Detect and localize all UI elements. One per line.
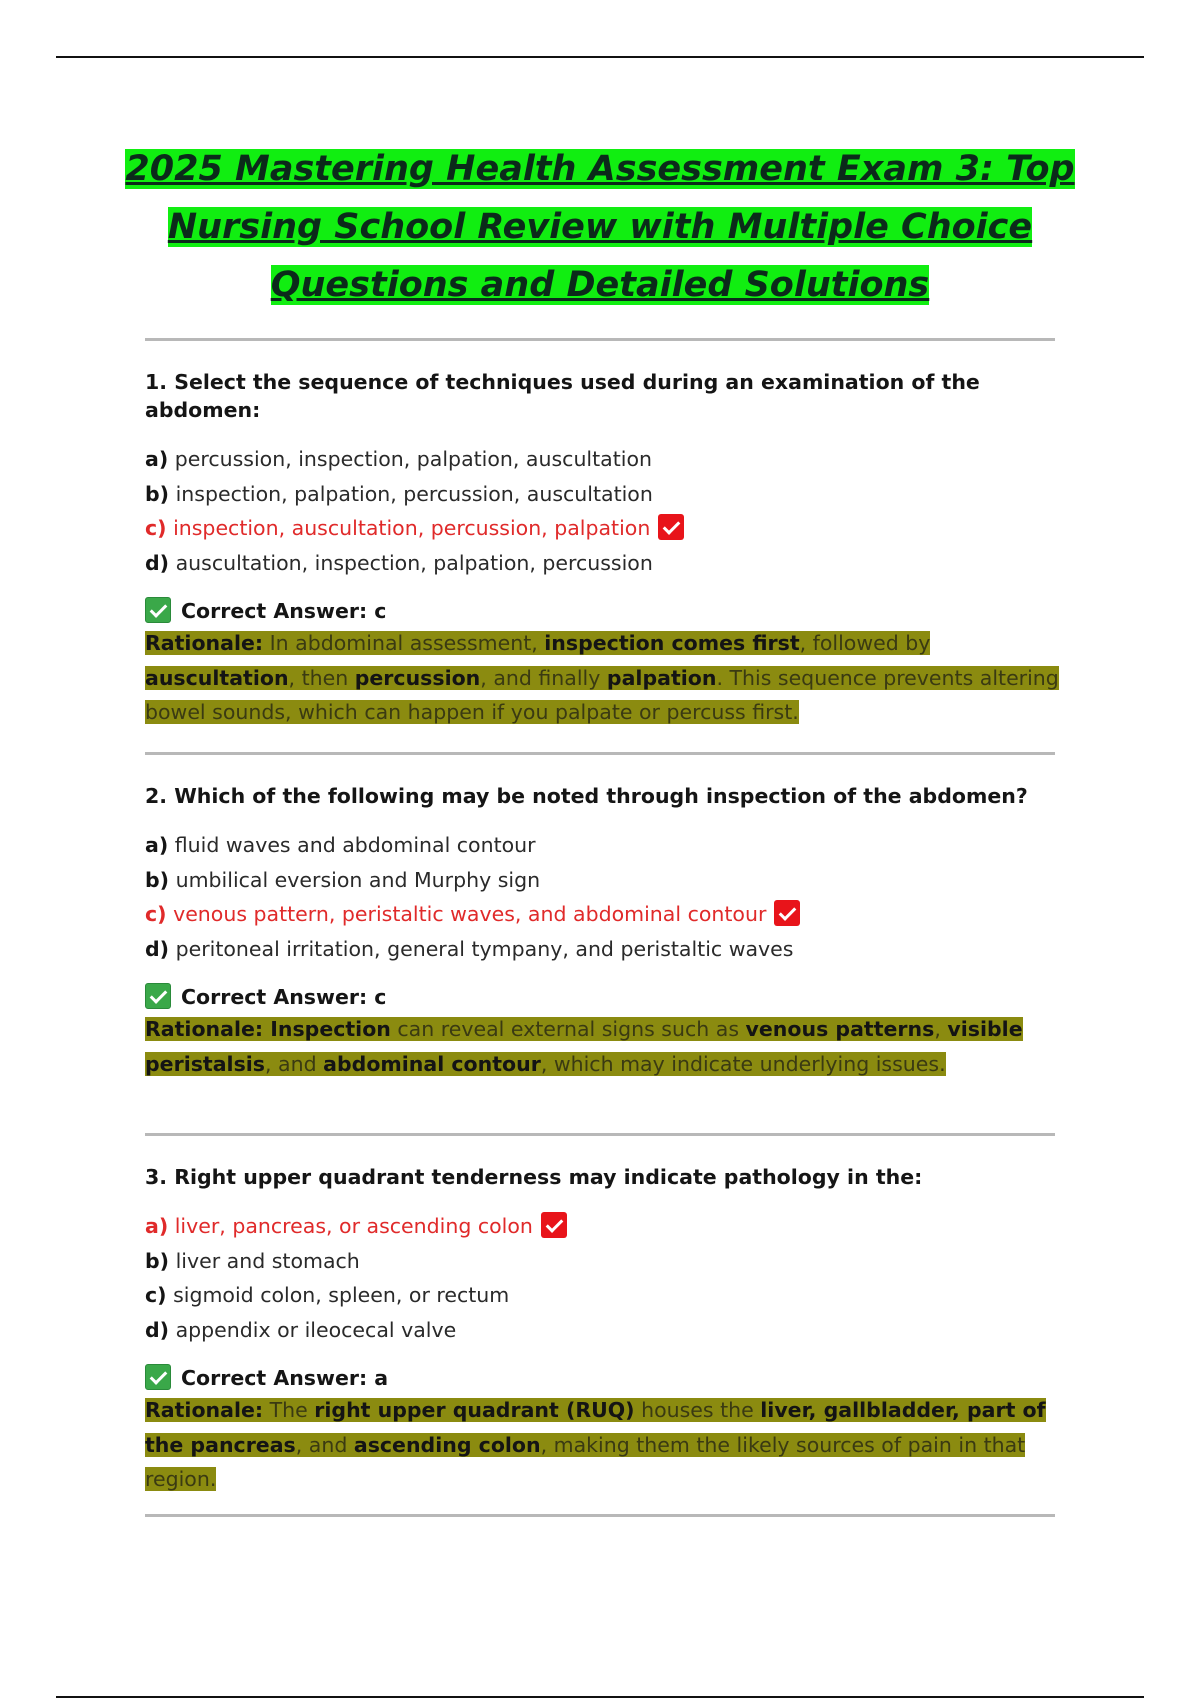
question-1-answer (145, 596, 1075, 626)
question-3-answer (145, 1363, 1075, 1393)
rationale-run: The (263, 1398, 315, 1422)
separator-3 (145, 1133, 1055, 1136)
question-2-answer (145, 982, 1075, 1012)
option-text: umbilical eversion and Murphy sign (175, 867, 541, 892)
question-1-option-d[interactable] (145, 546, 1075, 581)
title-line-3: Questions and Detailed Solutions (270, 265, 930, 305)
answer-text: Correct Answer: c (181, 985, 387, 1009)
green-check-icon (145, 1364, 171, 1390)
rationale-run: liver, gallbladder, part of the pancreas (145, 1398, 1046, 1457)
question-3-text: 3. Right upper quadrant tenderness may indicate pathology in the: (145, 1165, 923, 1189)
option-text: appendix or ileocecal valve (175, 1317, 457, 1342)
option-letter: a) (145, 833, 169, 857)
question-2-rationale (145, 1012, 1075, 1081)
option-letter: d) (145, 1317, 170, 1342)
rationale-run: , which may indicate underlying issues. (540, 1051, 946, 1076)
question-block-2 (145, 782, 1075, 1081)
option-text: fluid waves and abdominal contour (174, 833, 536, 857)
top-rule (56, 56, 1144, 58)
option-text: liver, pancreas, or ascending colon (174, 1214, 533, 1238)
question-block-1 (145, 368, 1075, 730)
question-1-option-a[interactable] (145, 442, 1075, 477)
rationale-run: , (934, 1017, 948, 1041)
rationale-run: houses the (634, 1398, 761, 1422)
option-letter: a) (145, 1214, 169, 1238)
rationale-run: , and finally (480, 665, 607, 690)
question-3-rationale (145, 1393, 1075, 1497)
question-3-option-b[interactable] (145, 1244, 1075, 1279)
question-1-option-b[interactable] (145, 477, 1075, 512)
question-3-option-d[interactable] (145, 1313, 1075, 1348)
bottom-rule (56, 1696, 1144, 1698)
separator-4 (145, 1514, 1055, 1517)
rationale-run: ascending colon (353, 1432, 541, 1457)
rationale-run: right upper quadrant (RUQ) (314, 1398, 635, 1422)
rationale-run: , then (288, 665, 355, 690)
option-letter: d) (145, 936, 170, 961)
question-3-option-c[interactable] (145, 1278, 1075, 1313)
answer-text: Correct Answer: a (181, 1366, 389, 1390)
question-2-option-a[interactable] (145, 828, 1075, 863)
question-1-rationale (145, 626, 1075, 730)
rationale-run: , and (295, 1432, 354, 1457)
answer-text: Correct Answer: c (181, 599, 387, 623)
rationale-run: venous patterns (745, 1017, 935, 1041)
option-letter: d) (145, 550, 170, 575)
option-letter: c) (145, 516, 167, 540)
rationale-run: Rationale: (145, 631, 264, 655)
question-1-text: 1. Select the sequence of techniques used during an examination of the abdomen: (145, 370, 980, 422)
rationale-run: abdominal contour (323, 1051, 541, 1076)
rationale-run: . This sequence prevents altering bowel sounds, which can happen if you palpate or percuss first. (145, 665, 1059, 724)
separator-2 (145, 752, 1055, 755)
title-line-1: 2025 Mastering Health Assessment Exam 3: Top (125, 149, 1075, 189)
red-check-icon (658, 514, 684, 540)
title-line-2: Nursing School Review with Multiple Choice (167, 207, 1033, 247)
question-1-option-c[interactable] (145, 511, 1075, 546)
rationale-run: inspection comes first (544, 631, 800, 655)
question-2-option-b[interactable] (145, 863, 1075, 898)
question-block-3 (145, 1163, 1075, 1497)
option-letter: b) (145, 867, 170, 892)
rationale-run: , making them the likely sources of pain in that region. (145, 1432, 1026, 1491)
red-check-icon (774, 900, 800, 926)
rationale-run: , followed by (799, 631, 931, 655)
option-letter: b) (145, 1248, 170, 1273)
separator-1 (145, 338, 1055, 341)
page-title (100, 140, 1100, 314)
question-3-option-a[interactable] (145, 1209, 1075, 1244)
option-letter: c) (145, 1283, 167, 1307)
rationale-run: In abdominal assessment, (263, 631, 545, 655)
rationale-run: palpation (606, 665, 717, 690)
green-check-icon (145, 983, 171, 1009)
option-text: liver and stomach (175, 1248, 360, 1273)
option-letter: c) (145, 902, 167, 926)
rationale-run: auscultation (145, 665, 289, 690)
option-letter: b) (145, 481, 170, 506)
question-2-option-c[interactable] (145, 897, 1075, 932)
rationale-run: , and (265, 1051, 324, 1076)
option-text: auscultation, inspection, palpation, percussion (175, 550, 653, 575)
question-2-option-d[interactable] (145, 932, 1075, 967)
option-text: sigmoid colon, spleen, or rectum (173, 1283, 510, 1307)
option-text: venous pattern, peristaltic waves, and abdominal contour (173, 902, 767, 926)
option-text: percussion, inspection, palpation, auscultation (174, 447, 652, 471)
rationale-run: percussion (354, 665, 481, 690)
green-check-icon (145, 597, 171, 623)
question-2-text: 2. Which of the following may be noted through inspection of the abdomen? (145, 784, 1028, 808)
option-letter: a) (145, 447, 169, 471)
rationale-run: can reveal external signs such as (390, 1017, 746, 1041)
rationale-run: Rationale: Inspection (145, 1017, 391, 1041)
option-text: inspection, auscultation, percussion, palpation (173, 516, 651, 540)
rationale-run: visible peristalsis (145, 1017, 1023, 1076)
rationale-run: Rationale: (145, 1398, 264, 1422)
red-check-icon (541, 1212, 567, 1238)
option-text: peritoneal irritation, general tympany, and peristaltic waves (175, 936, 794, 961)
option-text: inspection, palpation, percussion, auscultation (175, 481, 653, 506)
